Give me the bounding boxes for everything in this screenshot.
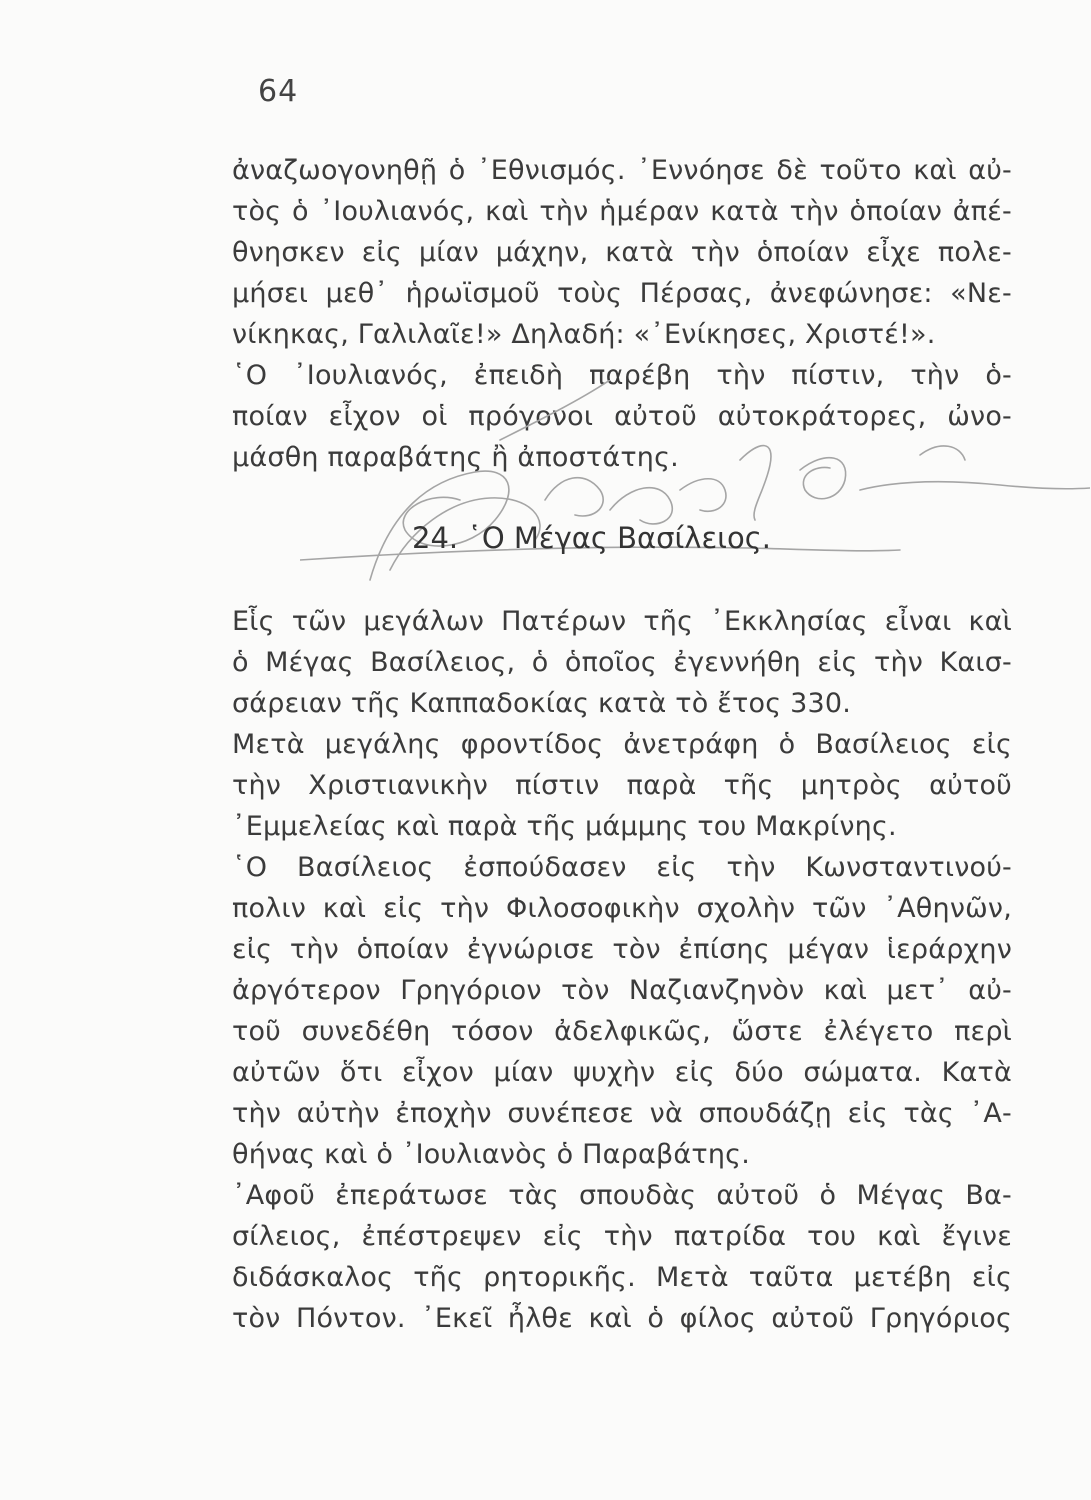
text-line: θήνας καὶ ὁ ᾿Ιουλιανὸς ὁ Παραβάτης. bbox=[232, 1139, 750, 1170]
text-line: αὐτῶν ὅτι εἶχον μίαν ψυχὴν εἰς δύο σώματα. Κατὰ bbox=[232, 1057, 1012, 1088]
text-line: διδάσκαλος τῆς ρητορικῆς. Μετὰ ταῦτα μετέβη εἰς bbox=[232, 1262, 1012, 1293]
text-line: πολιν καὶ εἰς τὴν Φιλοσοφικὴν σχολὴν τῶν ᾿Αθηνῶν, bbox=[232, 893, 1012, 924]
text-line: μήσει μεθ᾿ ἡρωϊσμοῦ τοὺς Πέρσας, ἀνεφώνησε: «Νε- bbox=[232, 278, 1012, 309]
section-heading: 24. ῾Ο Μέγας Βασίλειος. bbox=[412, 521, 771, 555]
text-line: σίλειος, ἐπέστρεψεν εἰς τὴν πατρίδα του καὶ ἔγινε bbox=[232, 1221, 1012, 1252]
text-line: ῾Ο ᾿Ιουλιανός, ἐπειδὴ παρέβη τὴν πίστιν, τὴν ὁ- bbox=[232, 360, 1012, 391]
text-line: τὴν Χριστιανικὴν πίστιν παρὰ τῆς μητρὸς αὐτοῦ bbox=[232, 770, 1012, 801]
page-number: 64 bbox=[258, 74, 299, 109]
text-line: ὁ Μέγας Βασίλειος, ὁ ὁποῖος ἐγεννήθη εἰς τὴν Καισ- bbox=[232, 647, 1012, 678]
text-line: ᾿Εμμελείας καὶ παρὰ τῆς μάμμης του Μακρίνης. bbox=[232, 811, 897, 842]
passage-2 bbox=[232, 601, 1012, 1339]
text-line: τὴν αὐτὴν ἐποχὴν συνέπεσε νὰ σπουδάζῃ εἰς τὰς ᾿Α- bbox=[232, 1098, 1012, 1129]
text-line: τοῦ συνεδέθη τόσον ἀδελφικῶς, ὥστε ἐλέγετο περὶ bbox=[232, 1016, 1012, 1047]
text-line: εἰς τὴν ὁποίαν ἐγνώρισε τὸν ἐπίσης μέγαν ἱεράρχην bbox=[232, 934, 1012, 965]
text-line: ἀργότερον Γρηγόριον τὸν Ναζιανζηνὸν καὶ μετ᾿ αὐ- bbox=[232, 975, 1012, 1006]
text-line: Μετὰ μεγάλης φροντίδος ἀνετράφη ὁ Βασίλειος εἰς bbox=[232, 729, 1012, 760]
text-line: τὸς ὁ ᾿Ιουλιανός, καὶ τὴν ἡμέραν κατὰ τὴν ὁποίαν ἀπέ- bbox=[232, 196, 1012, 227]
text-line: θνησκεν εἰς μίαν μάχην, κατὰ τὴν ὁποίαν εἶχε πολε- bbox=[232, 237, 1012, 268]
text-line: σάρειαν τῆς Καππαδοκίας κατὰ τὸ ἔτος 330. bbox=[232, 688, 851, 719]
text-line: ᾿Αφοῦ ἐπεράτωσε τὰς σπουδὰς αὐτοῦ ὁ Μέγας Βα- bbox=[232, 1180, 1012, 1211]
passage-1 bbox=[232, 150, 1012, 478]
text-line: ποίαν εἶχον οἱ πρόγονοι αὐτοῦ αὐτοκράτορες, ὠνο- bbox=[232, 401, 1012, 432]
text-line: ἀναζωογονηθῇ ὁ ᾿Εθνισμός. ᾿Εννόησε δὲ τοῦτο καὶ αὐ- bbox=[232, 155, 1012, 186]
text-line: Εἷς τῶν μεγάλων Πατέρων τῆς ᾿Εκκλησίας εἶναι καὶ bbox=[232, 606, 1012, 637]
text-line: νίκηκας, Γαλιλαῖε!» Δηλαδή: «᾿Ενίκησες, Χριστέ!». bbox=[232, 319, 936, 350]
text-line: τὸν Πόντον. ᾿Εκεῖ ἦλθε καὶ ὁ φίλος αὐτοῦ Γρηγόριος bbox=[232, 1303, 1012, 1334]
text-line: μάσθη παραβάτης ἢ ἀποστάτης. bbox=[232, 442, 679, 473]
text-line: ῾Ο Βασίλειος ἐσπούδασεν εἰς τὴν Κωνσταντινού- bbox=[232, 852, 1012, 883]
